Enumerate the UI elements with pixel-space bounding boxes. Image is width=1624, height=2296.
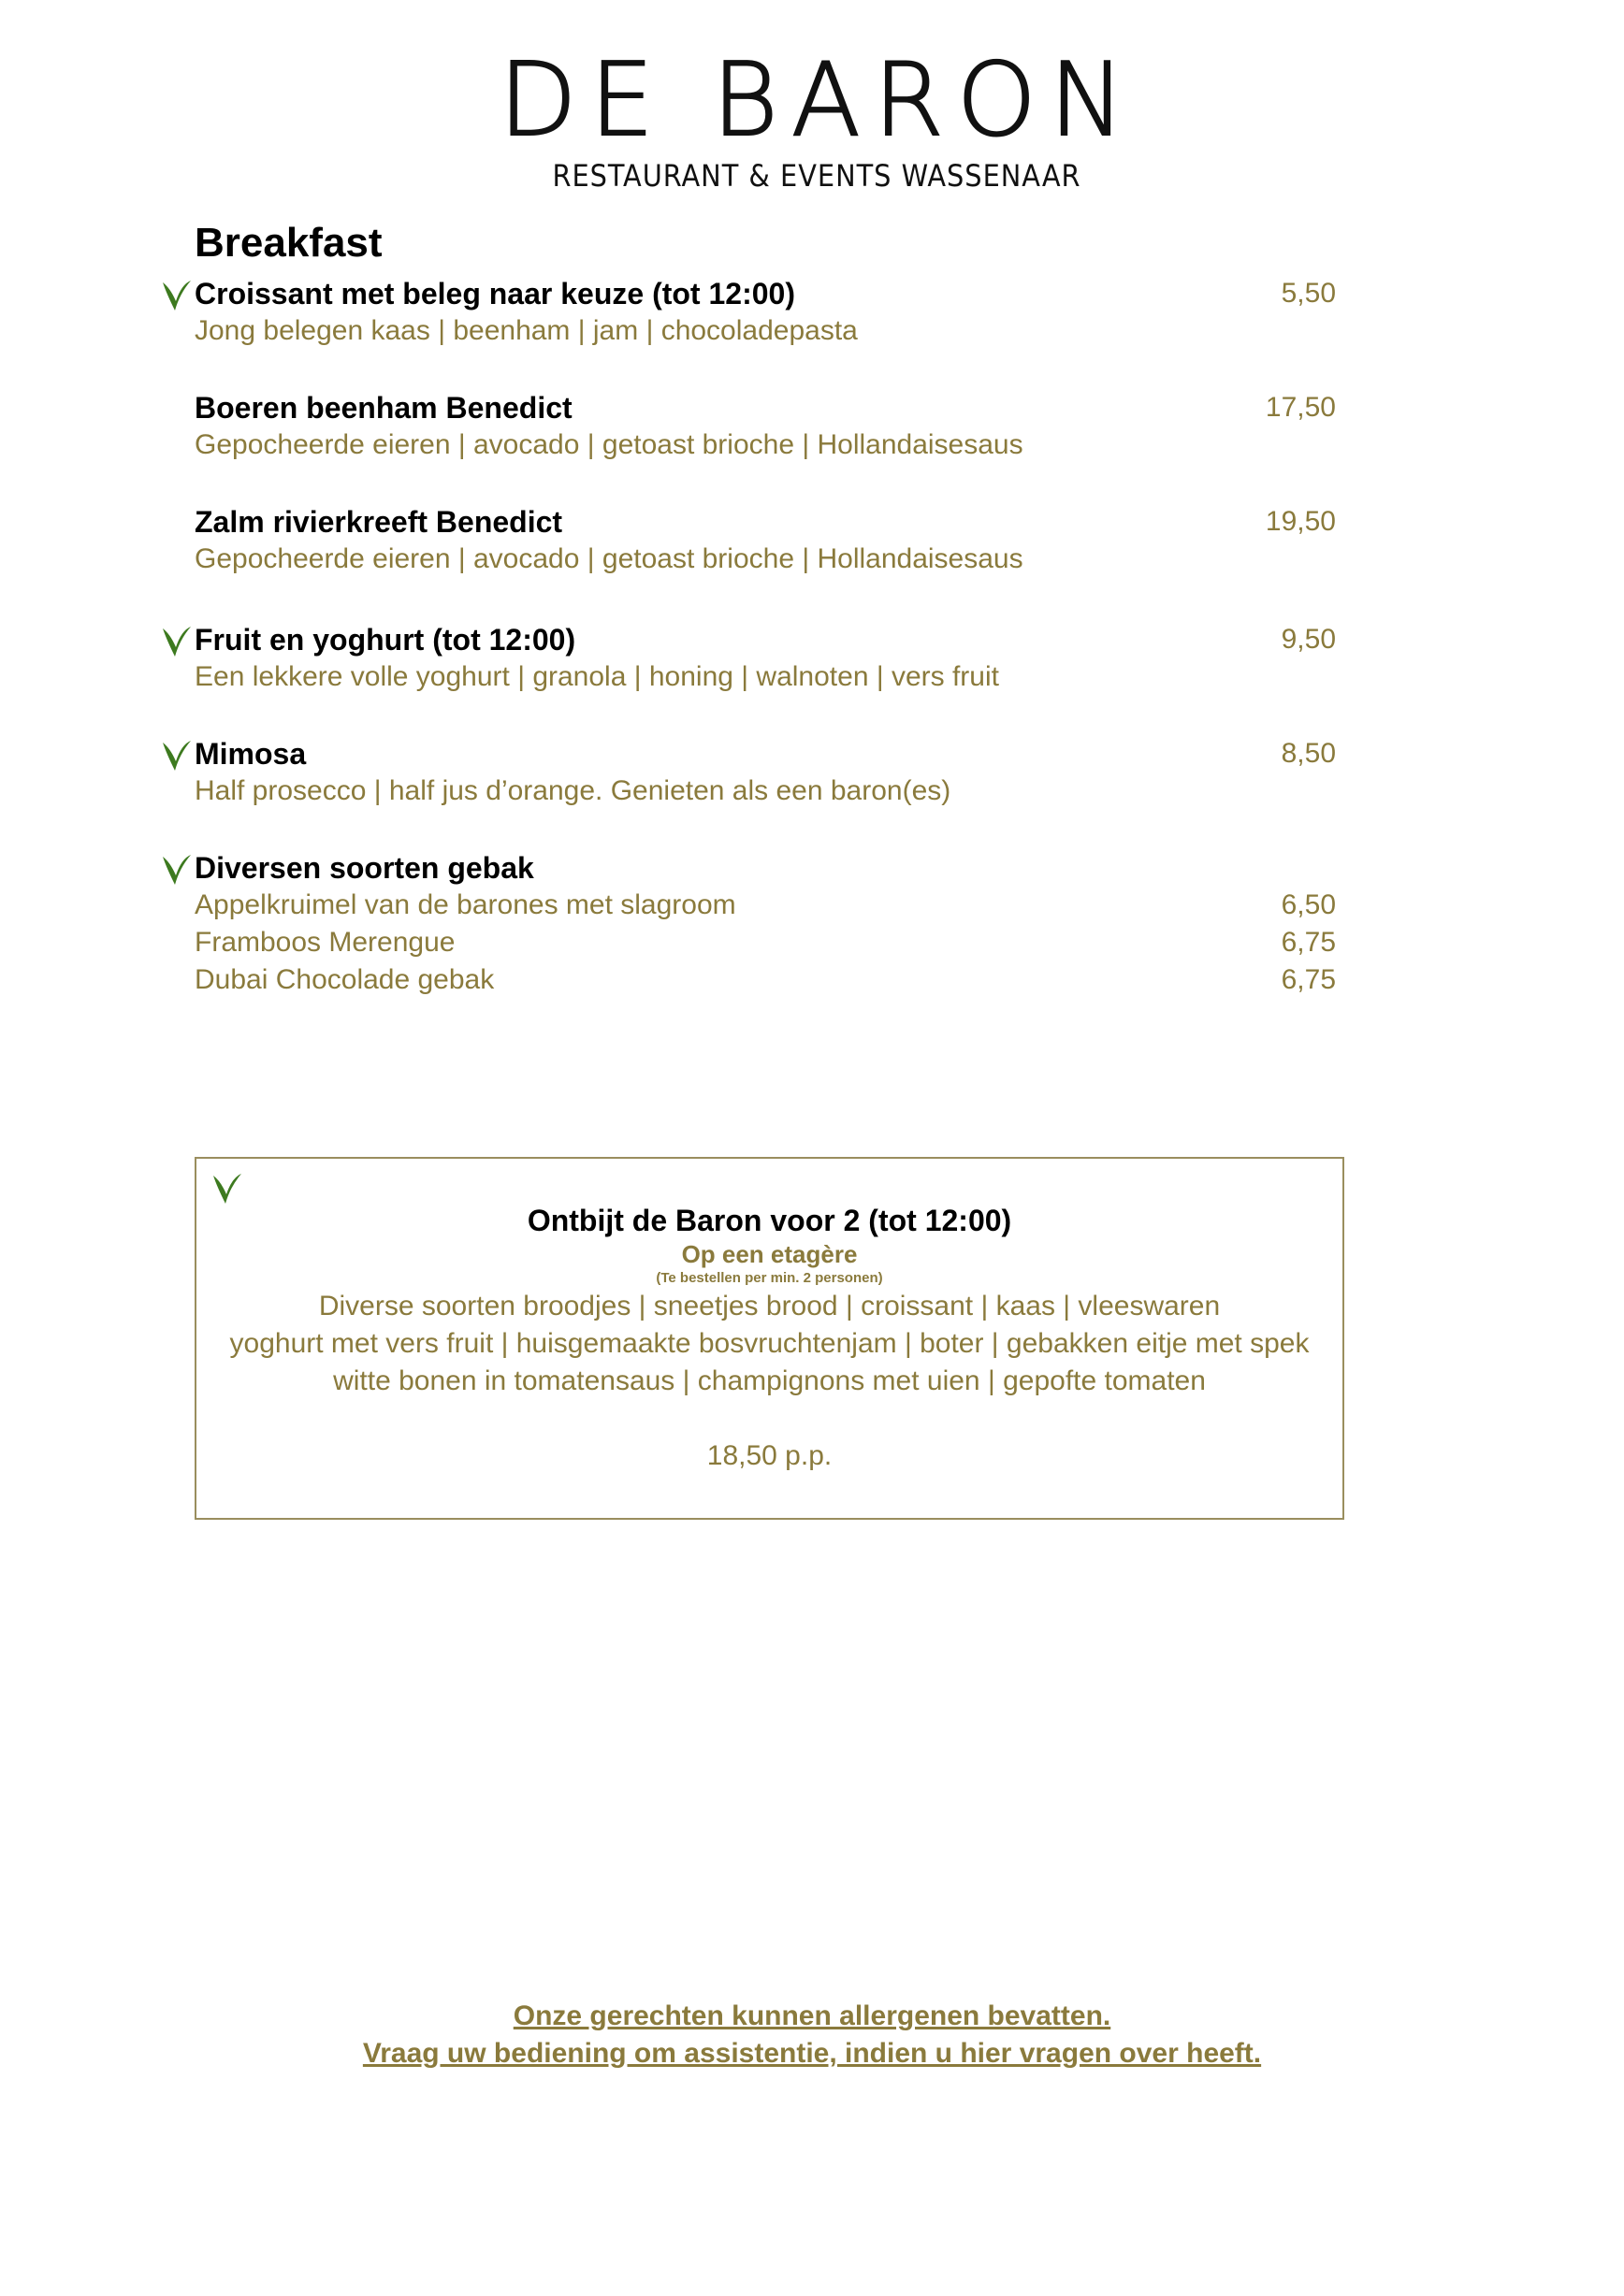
sub-item-name: Appelkruimel van de barones met slagroom [195, 889, 736, 920]
menu-item-boeren-beenham-benedict [195, 389, 1336, 464]
menu-item-name: Croissant met beleg naar keuze (tot 12:00) [195, 277, 795, 310]
sub-item-name: Framboos Merengue [195, 927, 456, 958]
menu-item-name: Zalm rivierkreeft Benedict [195, 505, 563, 539]
vegetarian-leaf-icon [161, 623, 193, 658]
sub-item-name: Dubai Chocolade gebak [195, 964, 495, 995]
sub-item-price: 6,75 [1281, 964, 1336, 995]
restaurant-logo [0, 42, 1624, 195]
menu-item-price: 8,50 [1281, 738, 1336, 769]
menu-item-price: 19,50 [1265, 506, 1336, 537]
special-breakfast-box [195, 1157, 1344, 1520]
menu-item-price: 17,50 [1265, 392, 1336, 423]
menu-item-header [195, 621, 1336, 658]
menu-item-description: Half prosecco | half jus d’orange. Genieten als een baron(es) [195, 775, 951, 806]
menu-item-header [195, 275, 1336, 312]
vegetarian-leaf-icon [211, 1170, 243, 1206]
sub-item [195, 887, 1336, 924]
sub-item [195, 924, 1336, 961]
special-note: (Te bestellen per min. 2 personen) [656, 1270, 883, 1286]
special-description-line: Diverse soorten broodjes | sneetjes brood | croissant | kaas | vleeswaren [318, 1291, 1221, 1321]
allergen-notice-line-1: Onze gerechten kunnen allergenen bevatten. [513, 2000, 1111, 2031]
menu-item-gebak [195, 849, 1336, 999]
special-description-line: yoghurt met vers fruit | huisgemaakte bosvruchtenjam | boter | gebakken eitje met spek [229, 1328, 1310, 1359]
allergen-notice [0, 1998, 1624, 2072]
menu-item-name: Diversen soorten gebak [195, 851, 534, 885]
allergen-notice-line-2: Vraag uw bediening om assistentie, indien u hier vragen over heeft. [362, 2038, 1262, 2069]
menu-item-fruit-en-yoghurt [195, 621, 1336, 696]
menu-item-description: Een lekkere volle yoghurt | granola | honing | walnoten | vers fruit [195, 661, 999, 692]
sub-item-price: 6,50 [1281, 889, 1336, 920]
menu-item-zalm-rivierkreeft-benedict [195, 503, 1336, 578]
logo-subtitle: RESTAURANT & EVENTS WASSENAAR [552, 158, 1081, 194]
menu-item-price: 5,50 [1281, 278, 1336, 309]
menu-item-header [195, 735, 1336, 773]
menu-item-description: Gepocheerde eieren | avocado | getoast brioche | Hollandaisesaus [195, 543, 1023, 574]
menu-item-name: Boeren beenham Benedict [195, 391, 573, 425]
menu-item-header [195, 389, 1336, 426]
logo-title: DE BARON [499, 42, 1138, 159]
menu-item-mimosa [195, 735, 1336, 810]
menu-item-croissant [195, 275, 1336, 350]
special-subtitle: Op een etagère [681, 1240, 858, 1268]
menu-item-description: Gepocheerde eieren | avocado | getoast brioche | Hollandaisesaus [195, 429, 1023, 460]
menu-item-header [195, 503, 1336, 541]
menu-item-name: Mimosa [195, 737, 307, 771]
special-description-line: witte bonen in tomatensaus | champignons met uien | gepofte tomaten [333, 1365, 1206, 1396]
section-title: Breakfast [195, 220, 383, 266]
special-title: Ontbijt de Baron voor 2 (tot 12:00) [527, 1204, 1012, 1237]
vegetarian-leaf-icon [161, 851, 193, 887]
sub-item-price: 6,75 [1281, 927, 1336, 958]
menu-item-price: 9,50 [1281, 624, 1336, 655]
vegetarian-leaf-icon [161, 737, 193, 773]
special-price: 18,50 p.p. [706, 1440, 833, 1471]
menu-item-name: Fruit en yoghurt (tot 12:00) [195, 623, 576, 657]
vegetarian-leaf-icon [161, 277, 193, 312]
menu-item-description: Jong belegen kaas | beenham | jam | chocoladepasta [195, 315, 858, 346]
menu-item-header [195, 849, 1336, 887]
sub-item [195, 961, 1336, 999]
